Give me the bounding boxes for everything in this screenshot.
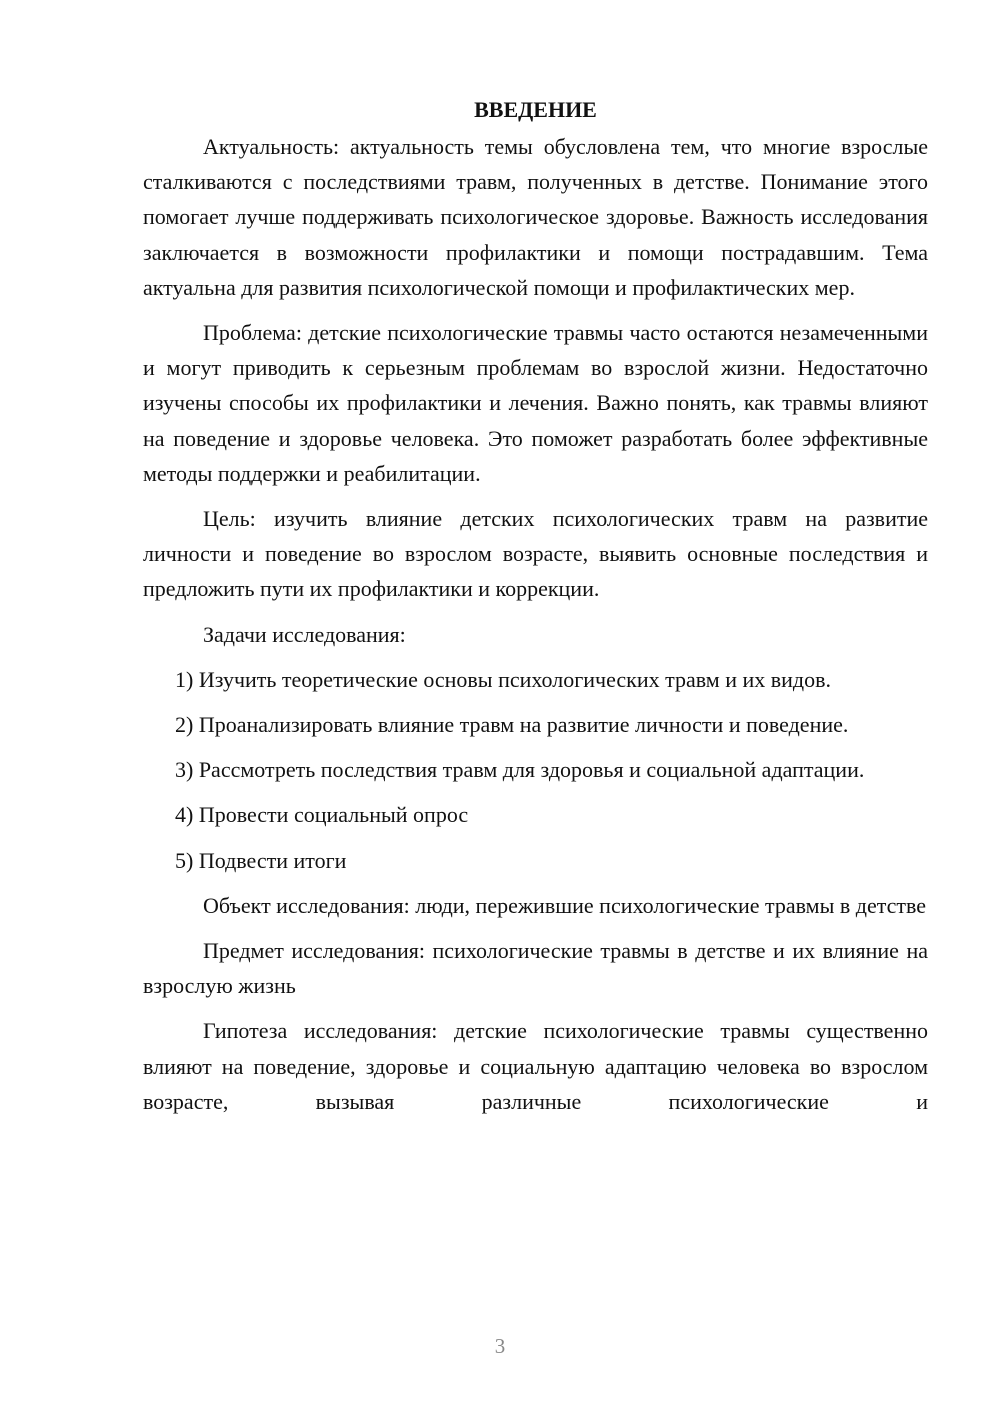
section-title: ВВЕДЕНИЕ xyxy=(474,97,597,122)
paragraph-problem: Проблема: детские психологические травмы часто остаются незамеченными и могут приводить к серьезным проблемам во взрослой жизни. Недостаточно изучены способы их профилактики и лечения. Важно понять, как травмы влияют на поведение и здоровье человека. Это поможет разработать более эффективные методы поддержки и реабилитации. xyxy=(143,320,928,486)
task-item: 3) Рассмотреть последствия травм для здоровья и социальной адаптации. xyxy=(175,757,865,783)
task-item: 2) Проанализировать влияние травм на развитие личности и поведение. xyxy=(175,712,849,738)
page-number: 3 xyxy=(494,1334,506,1358)
task-item: 1) Изучить теоретические основы психологических травм и их видов. xyxy=(175,666,832,692)
paragraph-hypothesis: Гипотеза исследования: детские психологические травмы существенно влияют на поведение, здоровье и социальную адаптацию человека во взрослом возрасте, вызывая различные психологические и xyxy=(143,1018,928,1114)
paragraph-relevance: Актуальность: актуальность темы обусловлена тем, что многие взрослые сталкиваются с последствиями травм, полученных в детстве. Понимание этого помогает лучше поддерживать психологическое здоровье. Важность исследования заключается в возможности профилактики и помощи пострадавшим. Тема актуальна для развития психологической помощи и профилактических мер. xyxy=(143,134,928,300)
paragraph-subject: Предмет исследования: психологические травмы в детстве и их влияние на взрослую жизнь xyxy=(143,938,928,999)
tasks-heading: Задачи исследования: xyxy=(203,621,406,647)
document-body xyxy=(143,92,928,1129)
task-item: 5) Подвести итоги xyxy=(175,847,347,873)
paragraph-object: Объект исследования: люди, пережившие психологические травмы в детстве xyxy=(203,892,927,918)
paragraph-goal: Цель: изучить влияние детских психологических травм на развитие личности и поведение во взрослом возрасте, выявить основные последствия и предложить пути их профилактики и коррекции. xyxy=(143,506,928,602)
task-item: 4) Провести социальный опрос xyxy=(175,802,469,828)
